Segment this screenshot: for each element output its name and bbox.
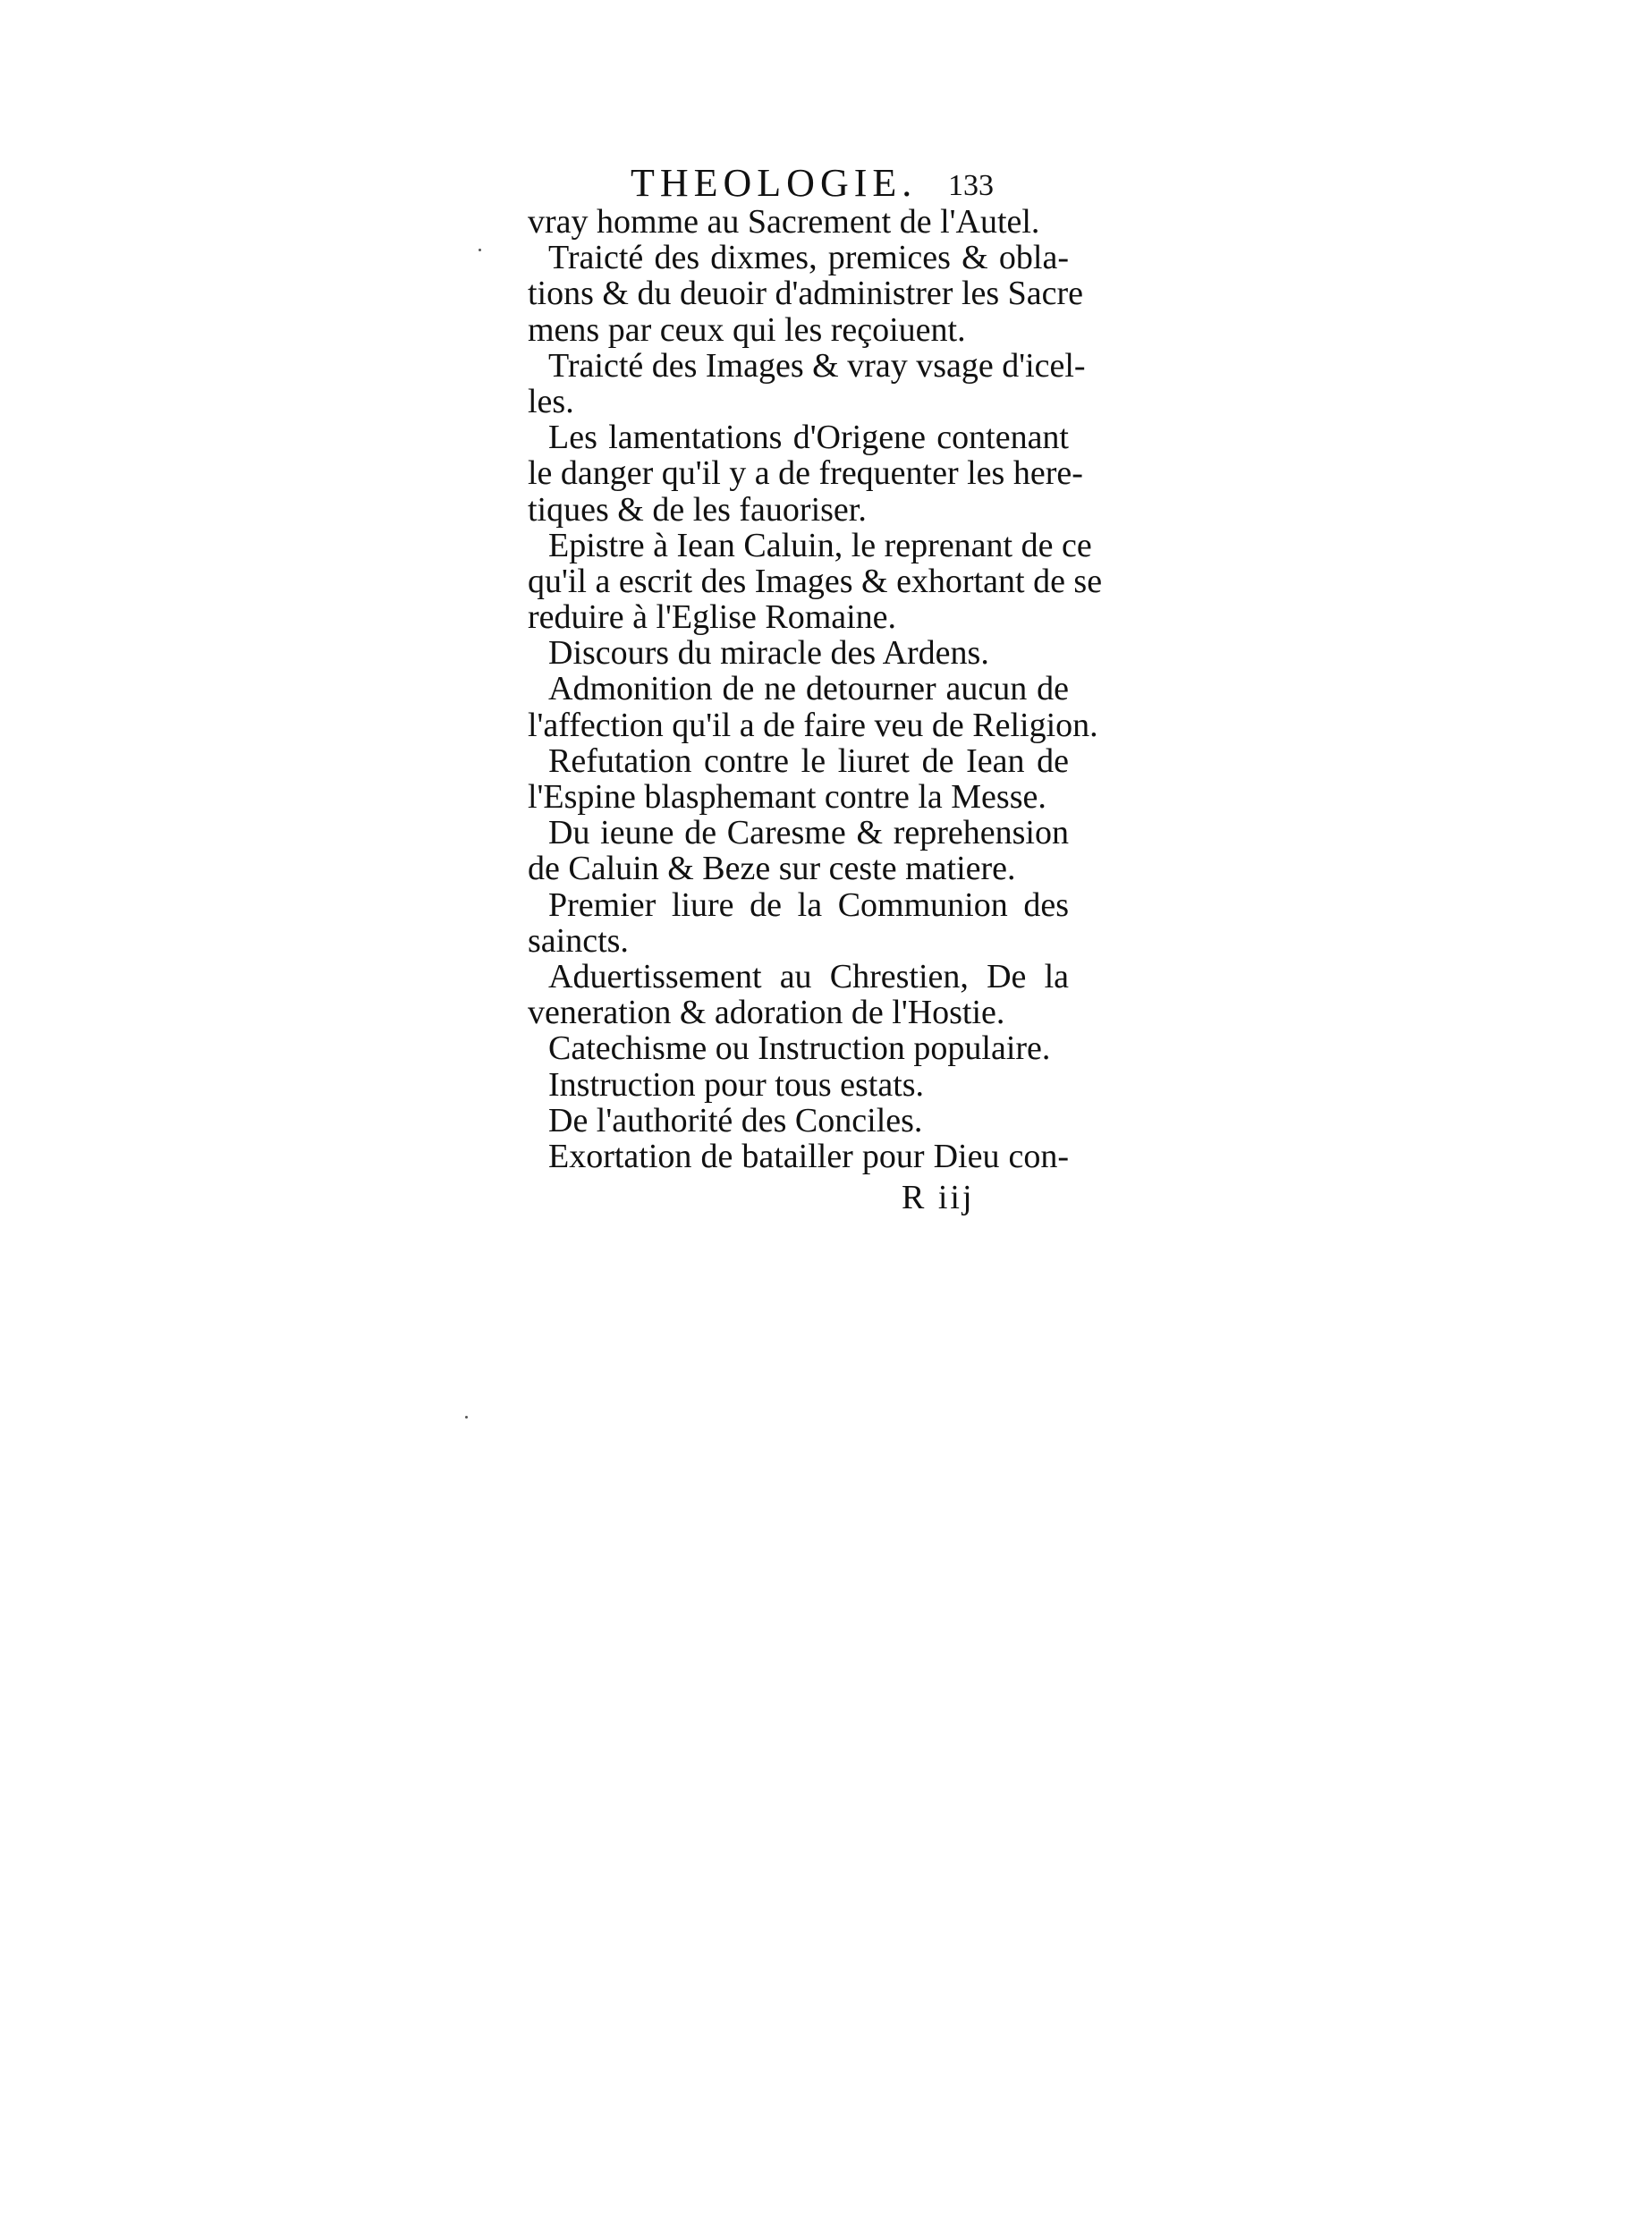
text-line: Epistre à Iean Caluin, le reprenant de ce (548, 526, 1092, 564)
text-line: Les lamentations d'Origene contenant (548, 419, 1069, 457)
text-line: Traicté des Images & vray vsage d'icel- (548, 346, 1086, 385)
text-line: veneration & adoration de l'Hostie. (528, 994, 1005, 1032)
text-column (528, 203, 1103, 1175)
text-line: mens par ceux qui les reçoiuent. (528, 310, 966, 349)
page-number: 133 (948, 169, 994, 202)
page-header (501, 157, 1073, 209)
text-line: Admonition de ne detourner aucun de (548, 670, 1069, 708)
text-line: Premier liure de la Communion des (548, 885, 1069, 924)
text-line: De l'authorité des Conciles. (548, 1101, 923, 1139)
text-line: Exortation de batailler pour Dieu con- (548, 1137, 1069, 1175)
text-line: Refutation contre le liuret de Iean de (548, 741, 1069, 780)
text-line: le danger qu'il y a de frequenter les here- (528, 454, 1083, 493)
text-line: l'affection qu'il a de faire veu de Religion. (528, 706, 1098, 744)
text-line: Discours du miracle des Ardens. (548, 634, 989, 673)
text-line: qu'il a escrit des Images & exhortant de se (528, 562, 1103, 600)
text-line: de Caluin & Beze sur ceste matiere. (528, 850, 1016, 888)
text-line: saincts. (528, 921, 629, 960)
text-line: Du ieune de Caresme & reprehension (548, 814, 1069, 852)
paper-speck (479, 249, 481, 251)
text-line: tions & du deuoir d'administrer les Sacre (528, 275, 1084, 313)
text-line: Aduertissement au Chrestien, De la (548, 957, 1069, 995)
text-line: vray homme au Sacrement de l'Autel. (528, 203, 1040, 241)
text-line: Instruction pour tous estats. (548, 1065, 925, 1104)
text-line: l'Espine blasphemant contre la Messe. (528, 778, 1046, 816)
paper-speck (465, 1416, 468, 1419)
text-line: les. (528, 382, 574, 420)
text-line: Traicté des dixmes, premices & obla- (548, 239, 1069, 277)
text-line: tiques & de les fauoriser. (528, 490, 867, 529)
text-line: Catechisme ou Instruction populaire. (548, 1029, 1051, 1068)
text-line: reduire à l'Eglise Romaine. (528, 598, 897, 637)
running-title: THEOLOGIE. (631, 161, 918, 205)
signature-mark: R iij (902, 1179, 975, 1216)
